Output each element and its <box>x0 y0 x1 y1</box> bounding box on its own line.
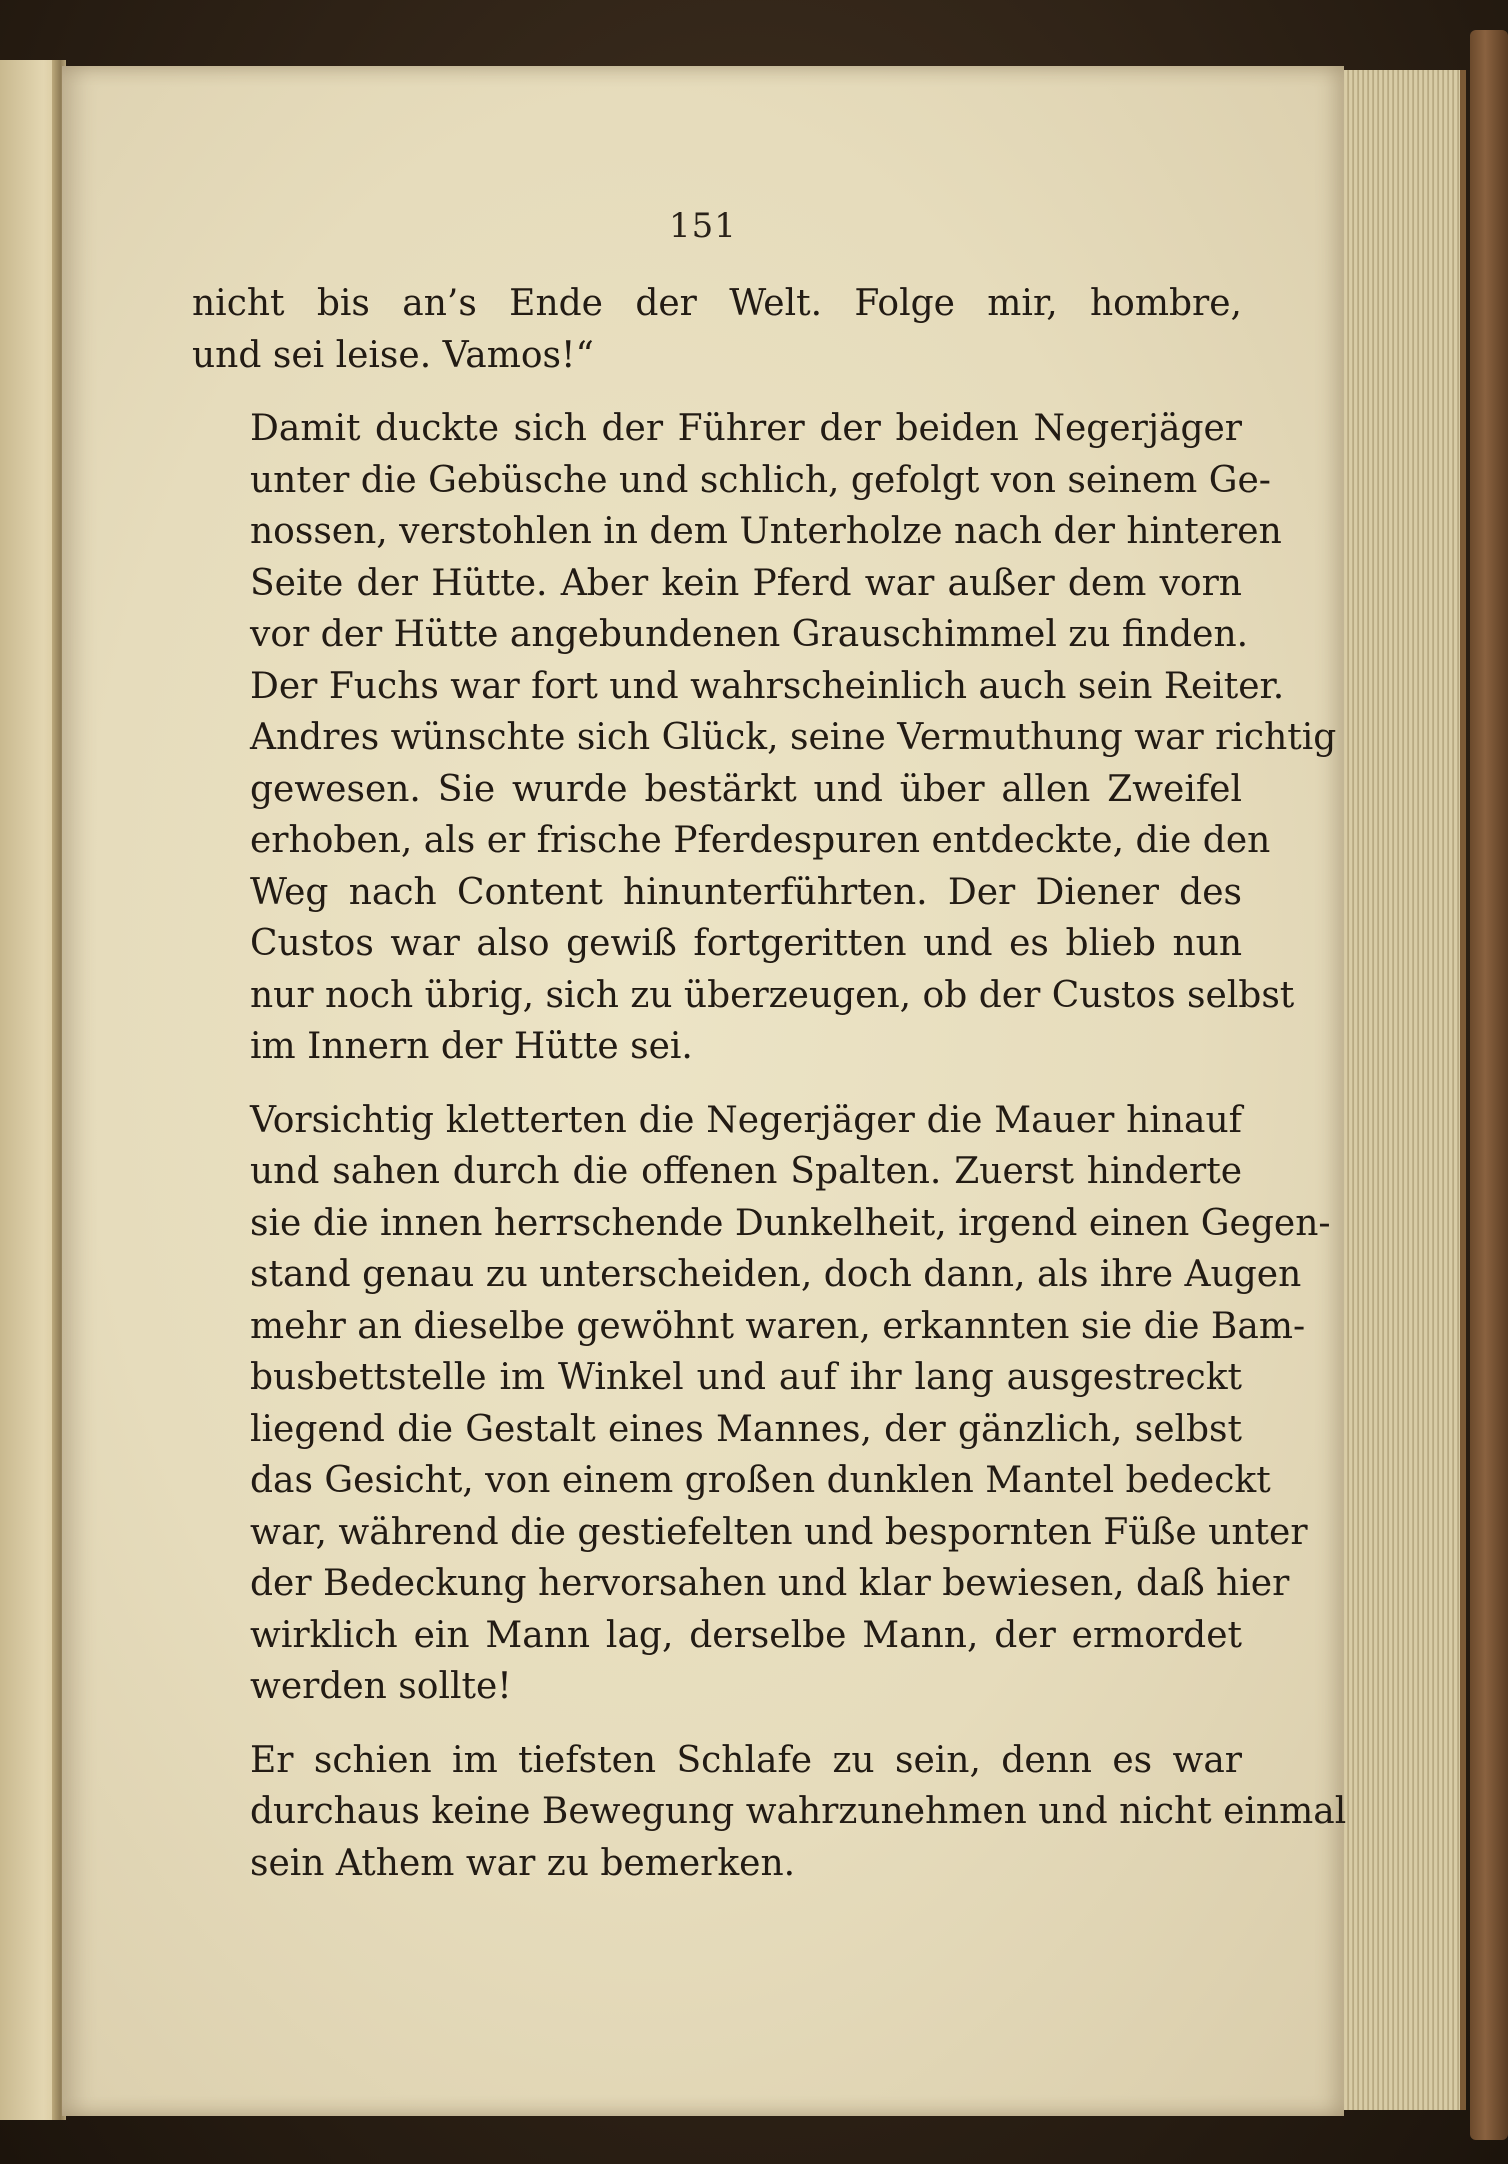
paragraph <box>192 1735 1347 1890</box>
text-line: sie die innen herrschende Dunkelheit, irgend einen Gegen- <box>250 1202 1331 1244</box>
text-line: das Gesicht, von einem großen dunklen Mantel bedeckt <box>250 1460 1271 1501</box>
text-line: war, während die gestiefelten und bespornten Füße unter <box>250 1511 1308 1553</box>
text-line: und sahen durch die offenen Spalten. Zuerst hinderte <box>250 1151 1242 1192</box>
text-line: mehr an dieselbe gewöhnt waren, erkannten sie die Bam- <box>250 1305 1306 1347</box>
page-stack-edge <box>1340 70 1466 2110</box>
page-number: 151 <box>669 206 737 246</box>
text-line: nur noch übrig, sich zu überzeugen, ob der Custos selbst <box>250 974 1295 1016</box>
text-line: durchaus keine Bewegung wahrzunehmen und nicht einmal <box>250 1791 1347 1832</box>
text-line: nicht bis an’s Ende der Welt. Folge mir, hombre, <box>192 283 1242 324</box>
text-line: liegend die Gestalt eines Mannes, der gänzlich, selbst <box>250 1408 1242 1450</box>
text-line: stand genau zu unterscheiden, doch dann, als ihre Augen <box>250 1254 1302 1295</box>
text-line: unter die Gebüsche und schlich, gefolgt von seinem Ge- <box>250 459 1271 501</box>
text-line: Seite der Hütte. Aber kein Pferd war außer dem vorn <box>250 562 1242 604</box>
book-page <box>62 66 1347 2116</box>
paragraph <box>192 403 1337 1073</box>
text-line: wirklich ein Mann lag, derselbe Mann, der ermordet <box>250 1614 1242 1656</box>
cover-spine-edge <box>1470 30 1508 2140</box>
text-line: Der Fuchs war fort und wahrscheinlich auch sein Reiter. <box>250 665 1285 707</box>
paragraph <box>192 1095 1331 1713</box>
text-line: im Innern der Hütte sei. <box>250 1026 693 1067</box>
text-line: werden sollte! <box>250 1666 512 1707</box>
text-line: gewesen. Sie wurde bestärkt und über allen Zweifel <box>250 768 1242 810</box>
text-line: busbettstelle im Winkel und auf ihr lang ausgestreckt <box>250 1357 1242 1398</box>
text-line: Er schien im tiefsten Schlafe zu sein, denn es war <box>250 1739 1242 1781</box>
paragraph <box>192 278 1242 381</box>
text-line: Weg nach Content hinunterführten. Der Diener des <box>250 871 1242 913</box>
text-line: vor der Hütte angebundenen Grauschimmel zu finden. <box>250 614 1249 655</box>
text-line: erhoben, als er frische Pferdespuren entdeckte, die den <box>250 820 1271 861</box>
text-line: Vorsichtig kletterten die Negerjäger die Mauer hinauf <box>250 1099 1242 1141</box>
text-line: und sei leise. Vamos!“ <box>192 334 594 376</box>
text-line: Damit duckte sich der Führer der beiden Negerjäger <box>250 408 1242 449</box>
text-line: Andres wünschte sich Glück, seine Vermuthung war richtig <box>250 717 1337 758</box>
text-line: Custos war also gewiß fortgeritten und es blieb nun <box>250 923 1242 964</box>
body-text <box>192 278 1347 1911</box>
text-line: sein Athem war zu bemerken. <box>250 1842 796 1884</box>
text-line: der Bedeckung hervorsahen und klar bewiesen, daß hier <box>250 1563 1290 1604</box>
text-line: nossen, verstohlen in dem Unterholze nach der hinteren <box>250 511 1282 552</box>
